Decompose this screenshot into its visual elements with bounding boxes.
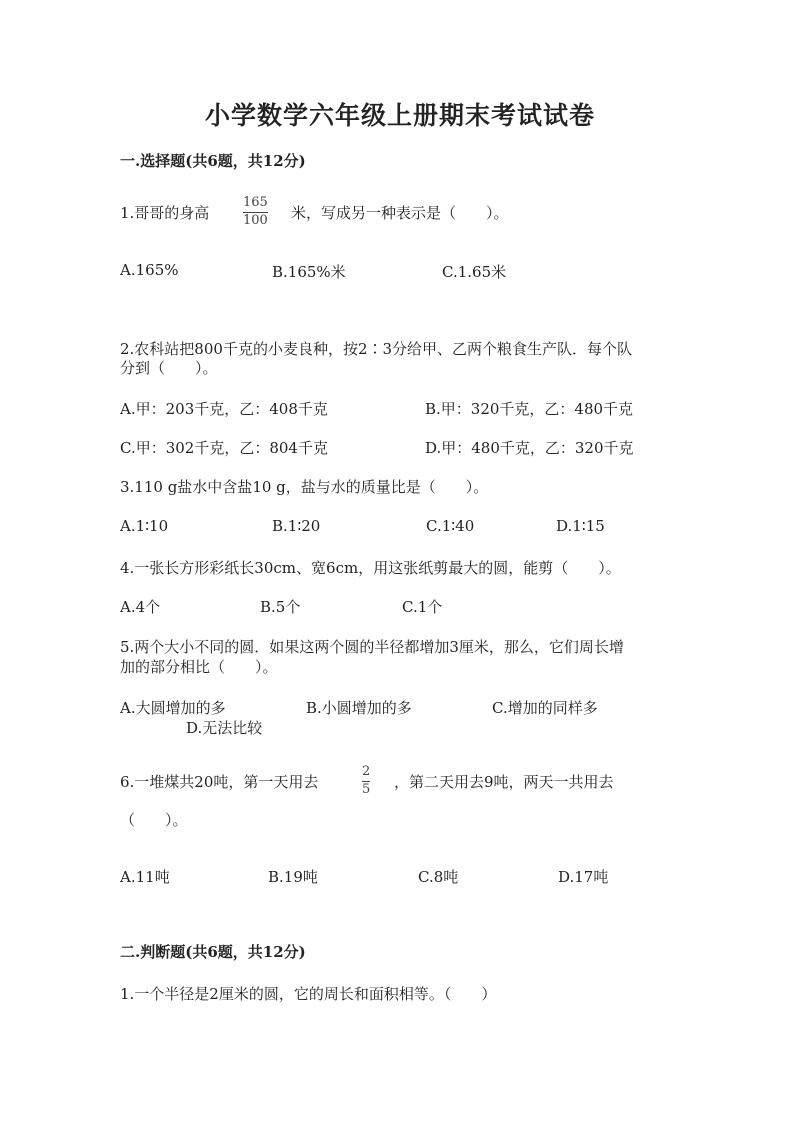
page-title: 小学数学六年级上册期末考试试卷 <box>204 101 595 130</box>
question-6-text: 6.一堆煤共20吨，第一天用去 <box>120 773 319 791</box>
fraction-numerator: 2 <box>362 764 371 779</box>
question-6-text-after: ，第二天用去9吨，两天一共用去 <box>394 773 614 791</box>
question-3-text: 3.110 g盐水中含盐10 g，盐与水的质量比是（ ）。 <box>120 478 489 496</box>
question-1-fraction <box>243 196 268 228</box>
q3-option-d: D.1∶15 <box>556 517 605 535</box>
question-4-text: 4.一张长方形彩纸长30cm、宽6cm，用这张纸剪最大的圆，能剪（ ）。 <box>120 559 621 577</box>
q2-option-d: D.甲：480千克，乙：320千克 <box>425 439 634 457</box>
question-1-text-after: 米，写成另一种表示是（ ）。 <box>291 204 509 222</box>
q2-option-a: A.甲：203千克，乙：408千克 <box>120 400 328 418</box>
q6-option-a: A.11吨 <box>120 868 170 886</box>
q5-option-d: D.无法比较 <box>186 719 263 737</box>
q6-option-c: C.8吨 <box>418 868 459 886</box>
fraction-numerator: 165 <box>243 195 268 210</box>
q1-option-b: B.165%米 <box>272 263 346 281</box>
fraction-denominator: 100 <box>243 213 268 228</box>
judgment-1-text: 1.一个半径是2厘米的圆，它的周长和面积相等。（ ） <box>120 985 497 1003</box>
q1-option-a: A.165% <box>120 261 179 279</box>
q5-option-c: C.增加的同样多 <box>492 699 598 717</box>
question-5-line-2: 加的部分相比（ ）。 <box>120 658 278 676</box>
fraction-denominator: 5 <box>362 782 371 797</box>
q5-option-b: B.小圆增加的多 <box>306 699 412 717</box>
question-6-line-2: （ ）。 <box>120 811 188 829</box>
q4-option-a: A.4个 <box>120 598 161 616</box>
q4-option-c: C.1个 <box>402 598 443 616</box>
section-1-header: 一.选择题(共6题，共12分) <box>120 152 306 170</box>
q3-option-a: A.1∶10 <box>120 517 169 535</box>
q3-option-b: B.1∶20 <box>272 517 321 535</box>
q1-option-c: C.1.65米 <box>442 263 507 281</box>
q2-option-b: B.甲：320千克，乙：480千克 <box>425 400 634 418</box>
q4-option-b: B.5个 <box>260 598 301 616</box>
q6-option-d: D.17吨 <box>558 868 609 886</box>
section-2-header: 二.判断题(共6题，共12分) <box>120 943 306 961</box>
question-2-line-2: 分到（ ）。 <box>120 359 218 377</box>
q2-option-c: C.甲：302千克，乙：804千克 <box>120 439 328 457</box>
question-2-line-1: 2.农科站把800千克的小麦良种，按2∶3分给甲、乙两个粮食生产队．每个队 <box>120 340 633 358</box>
q3-option-c: C.1∶40 <box>426 517 475 535</box>
question-6-fraction <box>362 765 370 797</box>
question-1-text: 1.哥哥的身高 <box>120 204 210 222</box>
q6-option-b: B.19吨 <box>268 868 318 886</box>
question-5-line-1: 5.两个大小不同的圆．如果这两个圆的半径都增加3厘米，那么，它们周长增 <box>120 638 624 656</box>
q5-option-a: A.大圆增加的多 <box>120 699 226 717</box>
